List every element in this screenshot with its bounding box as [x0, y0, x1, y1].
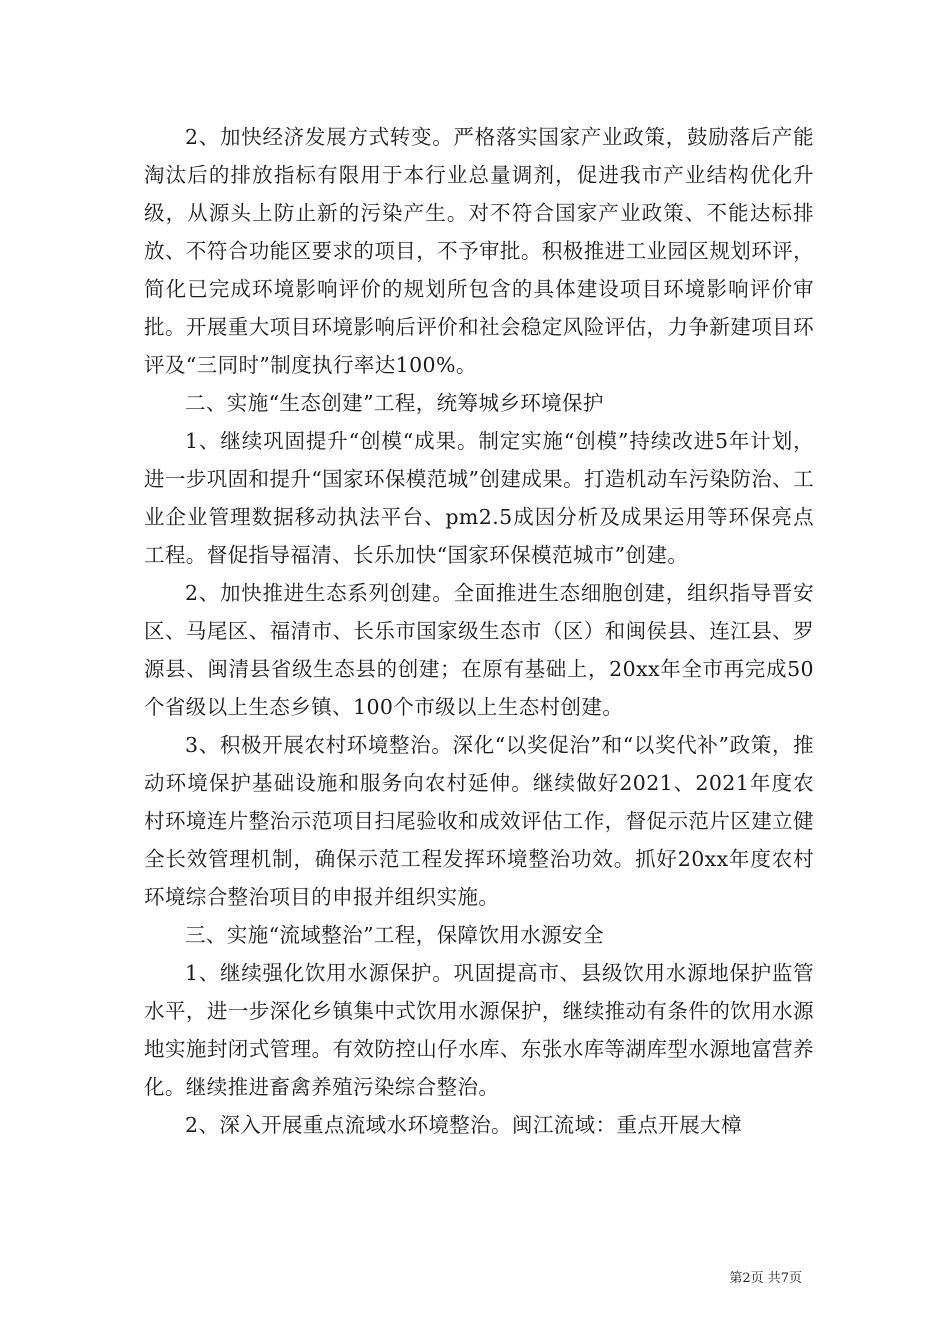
paragraph-model-city: 1、继续巩固提升“创模“成果。制定实施“创模”持续改进5年计划，进一步巩固和提升“国家环保模范城”创建成果。打造机动车污染防治、工业企业管理数据移动执法平台、pm2.5成因分析及成果运用等环保亮点工程。督促指导福清、长乐加快“国家环保模范城市”创建。	[144, 429, 814, 567]
paragraph-key-watershed: 2、深入开展重点流域水环境整治。闽江流域：重点开展大樟	[185, 1113, 742, 1137]
document-body	[144, 118, 814, 1144]
section-heading-watershed-remediation: 三、实施“流域整治”工程，保障饮用水源安全	[185, 923, 604, 947]
paragraph-water-source-protection: 1、继续强化饮用水源保护。巩固提高市、县级饮用水源地保护监管水平，进一步深化乡镇集中式饮用水源保护，继续推动有条件的饮用水源地实施封闭式管理。有效防控山仔水库、东张水库等湖库型水源地富营养化。继续推进畜禽养殖污染综合整治。	[144, 961, 814, 1099]
section-heading-ecological-creation: 二、实施“生态创建”工程，统筹城乡环境保护	[185, 391, 604, 415]
paragraph-rural-environment: 3、积极开展农村环境整治。深化“以奖促治”和“以奖代补”政策，推动环境保护基础设施和服务向农村延伸。继续做好2021、2021年度农村环境连片整治示范项目扫尾验收和成效评估工作，督促示范片区建立健全长效管理机制，确保示范工程发挥环境整治功效。抓好20xx年度农村环境综合整治项目的申报并组织实施。	[144, 733, 814, 909]
page-number-footer: 第2页 共7页	[729, 1271, 802, 1286]
paragraph-ecological-series: 2、加快推进生态系列创建。全面推进生态细胞创建，组织指导晋安区、马尾区、福清市、长乐市国家级生态市（区）和闽侯县、连江县、罗源县、闽清县省级生态县的创建；在原有基础上，20xx年全市再完成50个省级以上生态乡镇、100个市级以上生态村创建。	[144, 581, 814, 719]
paragraph-economic-transformation: 2、加快经济发展方式转变。严格落实国家产业政策，鼓励落后产能淘汰后的排放指标有限用于本行业总量调剂，促进我市产业结构优化升级，从源头上防止新的污染产生。对不符合国家产业政策、不能达标排放、不符合功能区要求的项目，不予审批。积极推进工业园区规划环评，简化已完成环境影响评价的规划所包含的具体建设项目环境影响评价审批。开展重大项目环境影响后评价和社会稳定风险评估，力争新建项目环评及“三同时”制度执行率达100%。	[144, 125, 814, 377]
